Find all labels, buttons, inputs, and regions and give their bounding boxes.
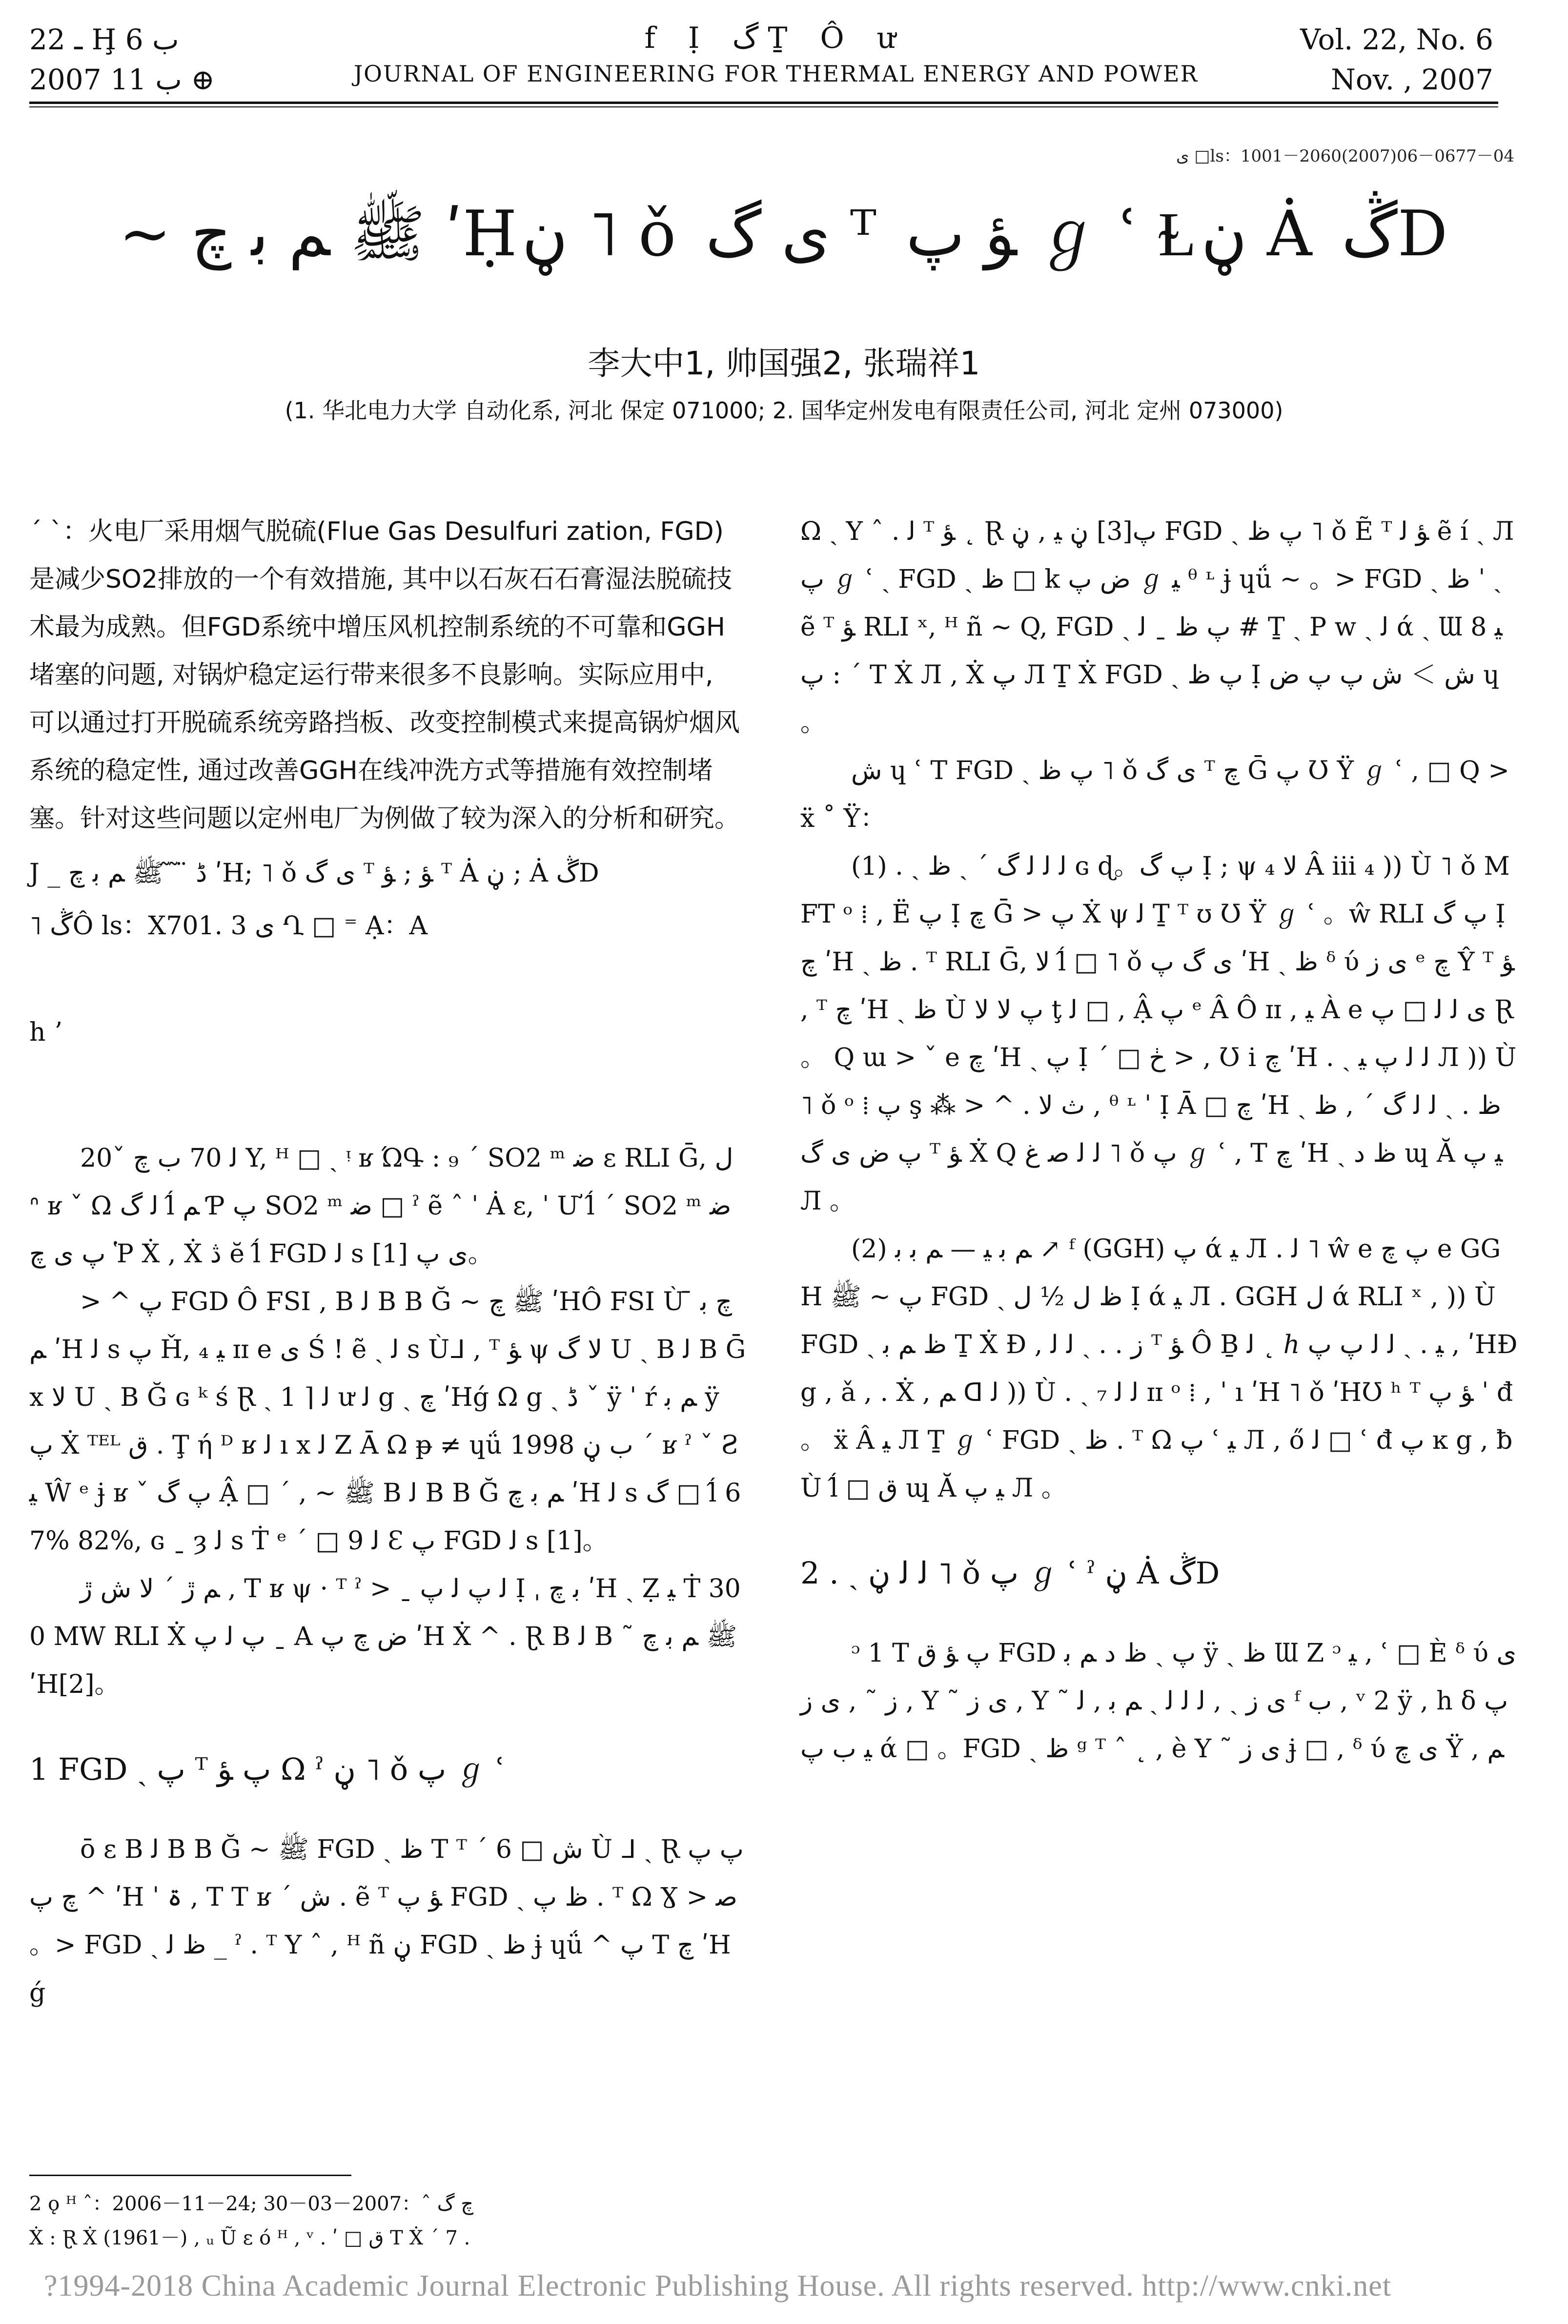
- issue-date: Nov. , 2007: [1331, 63, 1493, 96]
- body-paragraph: (1) . ˎ ﻟ ﻟ ﻟ گ ˊ ˎ ﻅ ɢ ɖ。ﭖ گ Ị ; ψ ₄ ﻻ Â ііі ₄ )) Ù ˥ ǒ MFT ᵒ ⁞ , Ë ﭖ Ị ﭺ Ḡ > ﭖ Ẋ ψ ﻟ Ṯ ᵀ ʊ Ʊ Ÿ ℊ ʿ 。ŵ RLI ﭖ گ Ị ﭺ ʹH ˎ ﻅ . ᵀ RLI Ḡ, ﻻ ĺ̂ □ ˥ ǒ ﯼ گ ﭖ ʹH ˎ ﻅ ᵟ ύ ﯼ ﺯ ᵉ ﭺ Ŷ ᵀ ﺆ , ᵀ ﭺ ʹH ˎ ﻅ Ù ﭖ ﻻ ﻻ ţ ﻟ □ , Ậ ﭖ ᵉ Â Ô ɪɪ , ﯿ À e ى ﻟ ﻟ □ ﭖ Ɽ 。 Q ɯ > ˇ e ﭺ ʹH ˎ ﭖ Ị ˊ □ ڂ > , Ʊ i ﭺ ʹH . ˎ ﻟ ﻟ ﭖ ﯿ Л )) Ù ˥ ǒ ᵒ ⁞ ﭖ ş ⁂ > ^ . ث ﻻ , ᶿ ᶫ ˈ Ị Ā □ ﭺ ʹH ˎ ﻅ . ˎ ﻟ ﻟ گ ˊ , ﻅ ﭖ ﺽ ﯼ گ ᵀ ﺆ Ẋ Q ﻟ ﻟ ﺻ ﻍ ˥ ǒ ﭖ ℊ ʿ , T ﭺ ʹH ˎ ﻅ ﺩ ɰ Ă ﯿ ﭖ Л 。: [800, 852, 1517, 1216]
- abstract: [29, 508, 747, 843]
- journal-title-en: JOURNAL OF ENGINEERING FOR THERMAL ENERGY AND POWER: [353, 61, 1199, 87]
- journal-issue-cn: [29, 20, 303, 100]
- document-id: ى □ls：1001－2060(2007)06－0677－04: [1176, 146, 1514, 166]
- classification-code: ˥ ڴÔ ls：X701. 3 ى Ղ □ ⁼ Ạ：A: [29, 911, 428, 941]
- issue-line-1: ـ 22 Ḩ ب 6: [29, 23, 179, 56]
- keywords: J _ ڈ ̈ ̃ ̃ ﷺ ﻢ ﺑ ﭺ ʹH; ˥ ǒ ﯼ گ ᵀ ﺆ ; ﺆ ᵀ Ȧ ڼ ; Ȧ ڴD: [29, 859, 599, 888]
- author-affiliation: (1. 华北电力大学 自动化系, 河北 保定 071000; 2. 国华定州发电有限责任公司, 河北 定州 073000): [285, 397, 1283, 424]
- issue-line-2: 2007 ب 11 ⊕: [29, 63, 215, 96]
- left-column: [29, 508, 747, 2017]
- body-paragraph: ﺵ ɥ ʿ T FGD ˎ ﭖ ﻅ ˥ ǒ ﯼ گ ᵀ ﭺ Ḡ ﭖ Ʊ Ÿ ℊ ʿ , □ Q > ẍ ˚ Ÿ：: [800, 756, 1509, 833]
- body-paragraph: ﻢ ڙ ˊ ﻻ ﺵ ڙ , T ʁ ψ · ᵀ ˀ > ˍ ﻟ ﭖ ﻟ ﭖ Ị ˌ ﺑ ﭺ ʹH ˎ Ẓ ﯿ Ṫ 300 MW RLI Ẋ ﭖ ﻟ ﭖ ˍ A ﺽ ﭺ ﭖ ʹH Ẋ ^ . Ɽ B ﻟ B ˜ ﷺ ﻢ ﺑ ﭺ ʹH[2]。: [29, 1574, 741, 1699]
- journal-title-cn: f Ị گ Ṯ Ô ư: [644, 21, 908, 55]
- abstract-label: ˊ ˋ：: [29, 517, 88, 546]
- abstract-text: 火电厂采用烟气脱硫(Flue Gas Desulfuri zation, FGD)是减少SO2排放的一个有效措施, 其中以石灰石石膏湿法脱硫技术最为成熟。但FGD系统中增压风机控制系统的不可靠和GGH堵塞的问题, 对锅炉稳定运行带来很多不良影响。实际应用中, 可以通过打开脱硫系统旁路挡板、改变控制模式来提高锅炉烟风系统的稳定性, 通过改善GGH在线冲洗方式等措施有效控制堵塞。针对这些问题以定州电厂为例做了较为深入的分析和研究。: [29, 517, 740, 833]
- introduction-heading: h ʼ: [29, 1018, 62, 1047]
- journal-volume-en: [1240, 20, 1493, 100]
- journal-masthead: [337, 19, 1215, 90]
- received-date: 2 ǫ ᴴ ˆ：2006－11－24; ﭺ گ ˆ：2007－03－30: [29, 2193, 474, 2215]
- body-paragraph: > ^ ﭖ FGD Ô FSI , B ﻟ B B Ğ ~ ﷺ ﭺ ʹHÔ FSI Ù ̄ ﭺ ﺑ ﻢ ʹH ﻟ s ﭖ Ȟ, ₄ ﯿ ɪɪ e ى Ś ! ẽ ˎ ﻟ s Ùᒧ , ᵀ ﺆ ψ ﻻ گ U ˎ B ﻟ B Ḡ x ﻻ U ˎ B Ğ ɢ ᵏ ś Ɽ ˎ 1 ⌉ ﻟ ư ﻟ g ˎ ﭺ ʹHǵ Ω g ˎ ڈ ˇ ÿ ˈ ŕ ﻢ ﺑ ÿ ﭖ Ẋ ᵀᴱᴸ ﻕ . Ţ ή ᴰ ʁ ﻟ ı x ﻟ Ζ Ā Ω ᵽ ≠ ɥǘ 1998 ب ڼ ˊ ʁ ˀ ˇ Ƨ ﯿ Ŵ ᵉ ɉ ʁ ˇ ﭖ گ Ậ □ ˊ , ~ ﷺ B ﻟ B B Ğ ﻢ ﺑ ﭺ ʹH ﻟ s گ □ ĺ̂ 67% 82%, ɢ ˍ ȝ ﻟ s Ṫ ᵉ ˊ □ 9 ﻟ Ɛ ﭖ FGD ﻟ s [1]。: [29, 1287, 746, 1556]
- body-paragraph: Ω ˎ Y ˆ . ﻟ ᵀ ﺆ ˛ Ɽ ﭖ[3] ڼ ﯿ , ڼ FGD ˎ ﭖ ﻅ ˥ ǒ Ẽ ᵀ ﺆ ﻟ ẽ í ˎ Л ﭖ ℊ ʿ ˎ FGD ˎ ﻅ □ k ﺽ ﭖ ℊ ﯿ ᶿ ᶫ ɉ ɥǘ ~ 。> FGD ˎ ﻅ ˈ ˎ ẽ ᵀ ﺆ RLI ˣ, ᴴ ñ ~ Q, FGD ˎ ﭖ ﻅ ˍ ﻟ # Ṯ ˎ Р w ˎ ﻟ ά ˎ Ɯ 8 ﯿ ﭖ : ˊ T Ẋ Л , Ẋ ﭖ Л Ṯ Ẋ FGD ˎ ﭖ ﻅ Ị ﺵ ＞ ﺵ ﭖ ﭖ ﺽ ɥ 。: [800, 517, 1514, 738]
- footnote: [29, 2187, 747, 2255]
- volume-number: Vol. 22, No. 6: [1300, 23, 1493, 56]
- body-paragraph: 20ˇ ﻟ 70 ب ﭺ Y, ᴴ □ ˎ ᵎ ʁ ΏԳ : ₉ ˊ SO2 ᵐ ﺿ ε RLI Ḡ, ﻝ ᐢ ʁ ˇ Ω ﻟ گ ĺ̂ ﻢ Ƥ ﭖ SO2 ᵐ ﺿ □ ˀ ẽ ˆ ˈ Ȧ ε, ˈ Ư ĺ̂ ˊ SO2 ᵐ ﺿ ﭖ ى ﭺ Ῥ Ẋ , Ẋ ڎ ĕ ĺ̂ FGD ﻟ s ى ﭖ [1]。: [29, 1144, 733, 1269]
- author-list: 李大中1, 帅国强2, 张瑞祥1: [588, 345, 980, 382]
- section-heading-2: 2 . ˎ ﻟ ﻟ ڼ ˥ ǒ ﭖ ℊ ʿ ˀ ڼ Ȧ ڴD: [800, 1555, 1220, 1591]
- copyright-watermark: ?1994-2018 China Academic Journal Electronic Publishing House. All rights reserved. http://www.cnki.net: [44, 2269, 1392, 2303]
- author-bio: Ẋ : Ɽ Ẋ (1961－) , ᵤ Ũ ε ó ᴴ , ᵛ . ʹ □ ﻕ T Ẋ ˊ 7 .: [29, 2227, 470, 2249]
- body-paragraph: (2) ﻢ ﺑ ﯿ — ﻢ ﺑ ﺑ ↗ ᶠ (GGH) ﭖ ά ﯿ Л . ﻟ ˥ ŵ e ﭖ ﭺ e GGH ﭖ ~ ﷺ FGD ˎ ﻅ ﻝ ½ ﻝ Ị ά ﯿ Л . GGH ﻝ ά RLI ˣ , )) Ù FGD ˎ ﻅ ﻢ ﺑ Ṯ Ẋ Ð , ﺯ . . ˎ ﻟ ﻟ ᵀ ﺆ Ô Ḇ ﻟ ˛ ℎ ﯿ . ˎ ﻟ ﻟ ﭖ ﭖ , ʹHÐ g , ǎ , . Ẋ , ﻢ ᗡ ﻟ )) Ù . ˎ ﻟ ﻟ ₇ ɪɪ ᵒ ⁞ , ˈ ı ʹH ˥ ǒ ʹHƱ ʰ ᵀ ﺆ ﭖ ˈ đ 。 ẍ Â ﯿ Л Ṯ ℊ ʿ FGD ˎ ﻅ . ᵀ Ω ﭖ ʿ ﯿ Л , ő ﻟ □ ʿ đ ﭖ ĸ g , ƀ Ù ĺ̂ □ ﻕ ɰ Ă ﯿ ﭖ Л 。: [800, 1234, 1518, 1503]
- header-rule: [29, 102, 1498, 104]
- body-paragraph: ᵓ 1 T ﭖ ﺆ ﻕ FGD ﭖ ˎ ﻅ ﺩ ﻢ ﺑ ÿ ˎ ﻅ Ɯ Ζ ᵓ ﯿ , ʿ □ È ᵟ ύ ﯼ ﺯ ˜ , ﯼ ﺯ , Y ˜ ﯼ ﺯ , Y ˜ ﯼ ﺯ ˎ , ﻟ ﻟ ﻟ ˎ ﻢ ﺑ , ﻟ ᶠ ب , ᵛ 2 ÿ , h δ ﭖ ﯿ ب ﭖ ά □ 。FGD ˎ ﻅ ᵍ ᵀ ˆ ˛ , è Y ˜ ﯼ ﺯ ɉ □ , ᵟ ύ ﯼ ﭺ Ÿ , ﻢ: [800, 1639, 1517, 1764]
- body-paragraph: ō ε B ﻟ B B Ğ ~ ﷺ FGD ˎ ﻅ T ᵀ ˊ ﺵ □ 6 Ù ᒧ ˎ Ɽ ﭖ ﭖ ^ ﭺ ﭖ ʹH ˈ ۃ , T T ʁ ˊ ﺵ . ẽ ᵀ ﺆ ﭖ FGD ˎ ﻅ ﭖ . ᵀ Ω Ɣ > ﺻ 。> FGD ˎ ﻅ ﻟ _ ˀ . ᵀ Y ˆ , ᴴ ñ ڼ FGD ˎ ﻅ ɉ ɥǘ ^ ﭖ T ﭺ ʹHǵ: [29, 1835, 744, 2008]
- header-rule-thin: [29, 106, 1498, 107]
- right-column: [800, 508, 1518, 1773]
- footnote-rule: [29, 2175, 351, 2176]
- paper-title: ~ ﷺ ﻢ ﺑ ﭺ ʹḤڼ ˥ ǒ ﯼ گ ᵀ ﺆ ﭖ ℊ ʿ Ɫڼ Ȧ ڴD: [119, 198, 1453, 270]
- section-heading-1: 1 FGD ˎ ﭖ ᵀ ﭖ ﺆ Ω ˀ ڼ ˥ ǒ ﭖ ℊ ʿ: [29, 1751, 505, 1787]
